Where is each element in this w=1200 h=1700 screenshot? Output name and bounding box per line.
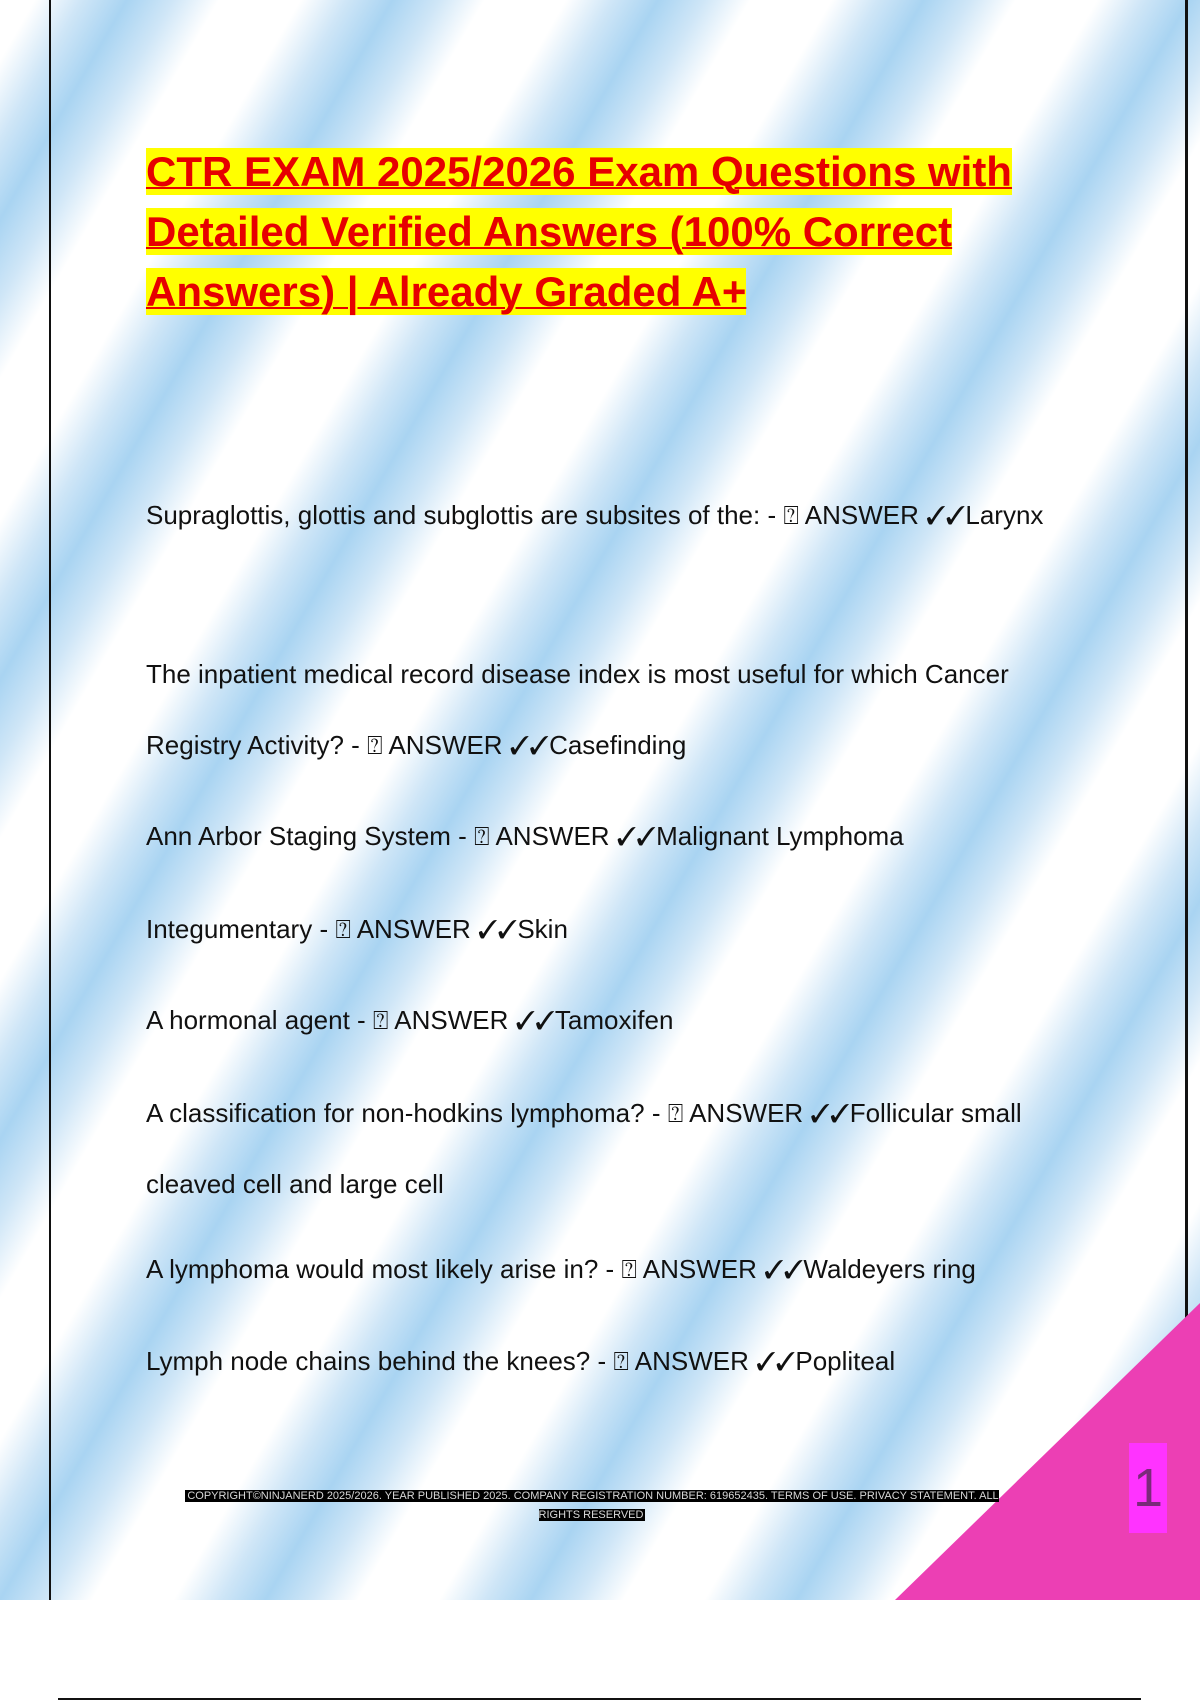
answer-text: Malignant Lymphoma <box>656 821 904 851</box>
answer-text: Popliteal <box>795 1346 896 1376</box>
question-text: Lymph node chains behind the knees? <box>146 1346 591 1376</box>
answer-marker: - ⍰ ANSWER ✓✓ <box>450 821 657 851</box>
question-text: A lymphoma would most likely arise in? <box>146 1254 599 1284</box>
answer-marker: - ⍰ ANSWER ✓✓ <box>598 1254 804 1284</box>
qa-item-2 <box>146 639 1106 781</box>
left-border-line <box>49 0 51 1600</box>
question-text: The inpatient medical record disease index is most useful for which Cancer Registry Activity? <box>146 659 1009 760</box>
qa-item-1 <box>146 480 1106 551</box>
question-text: Ann Arbor Staging System <box>146 821 451 851</box>
answer-marker: - ⍰ ANSWER ✓✓ <box>343 730 550 760</box>
document-title: CTR EXAM 2025/2026 Exam Questions with Detailed Verified Answers (100% Correct Answers) | Already Graded A+ <box>146 148 1012 315</box>
answer-text: Larynx <box>965 500 1044 530</box>
qa-item-3 <box>146 801 1106 872</box>
question-text: Supraglottis, glottis and subglottis are subsites of the: <box>146 500 761 530</box>
answer-marker: - ⍰ ANSWER ✓✓ <box>349 1005 555 1035</box>
answer-marker: - ⍰ ANSWER ✓✓ <box>760 500 966 530</box>
answer-text: Tamoxifen <box>554 1005 674 1035</box>
answer-marker: - ⍰ ANSWER ✓✓ <box>590 1346 796 1376</box>
answer-text: Casefinding <box>549 730 687 760</box>
question-text: A hormonal agent <box>146 1005 350 1035</box>
copyright-footer: COPYRIGHT©NINJANERD 2025/2026. YEAR PUBLISHED 2025. COMPANY REGISTRATION NUMBER: 619652435. TERMS OF USE. PRIVACY STATEMENT. ALL RIGHTS RESERVED <box>187 1490 999 1521</box>
answer-text: Skin <box>517 914 568 944</box>
qa-item-5 <box>146 985 1106 1056</box>
qa-item-6 <box>146 1078 1106 1220</box>
qa-item-7 <box>146 1234 1106 1305</box>
answer-marker: - ⍰ ANSWER ✓✓ <box>644 1098 850 1128</box>
answer-text: Waldeyers ring <box>803 1254 976 1284</box>
qa-item-4 <box>146 894 1106 965</box>
page-number: 1 <box>1129 1443 1167 1533</box>
qa-item-8 <box>146 1326 1106 1397</box>
question-text: A classification for non-hodkins lymphoma? <box>146 1098 645 1128</box>
question-text: Integumentary <box>146 914 313 944</box>
answer-marker: - ⍰ ANSWER ✓✓ <box>312 914 518 944</box>
answer-text: Follicular small cleaved cell and large cell <box>146 1098 1022 1199</box>
